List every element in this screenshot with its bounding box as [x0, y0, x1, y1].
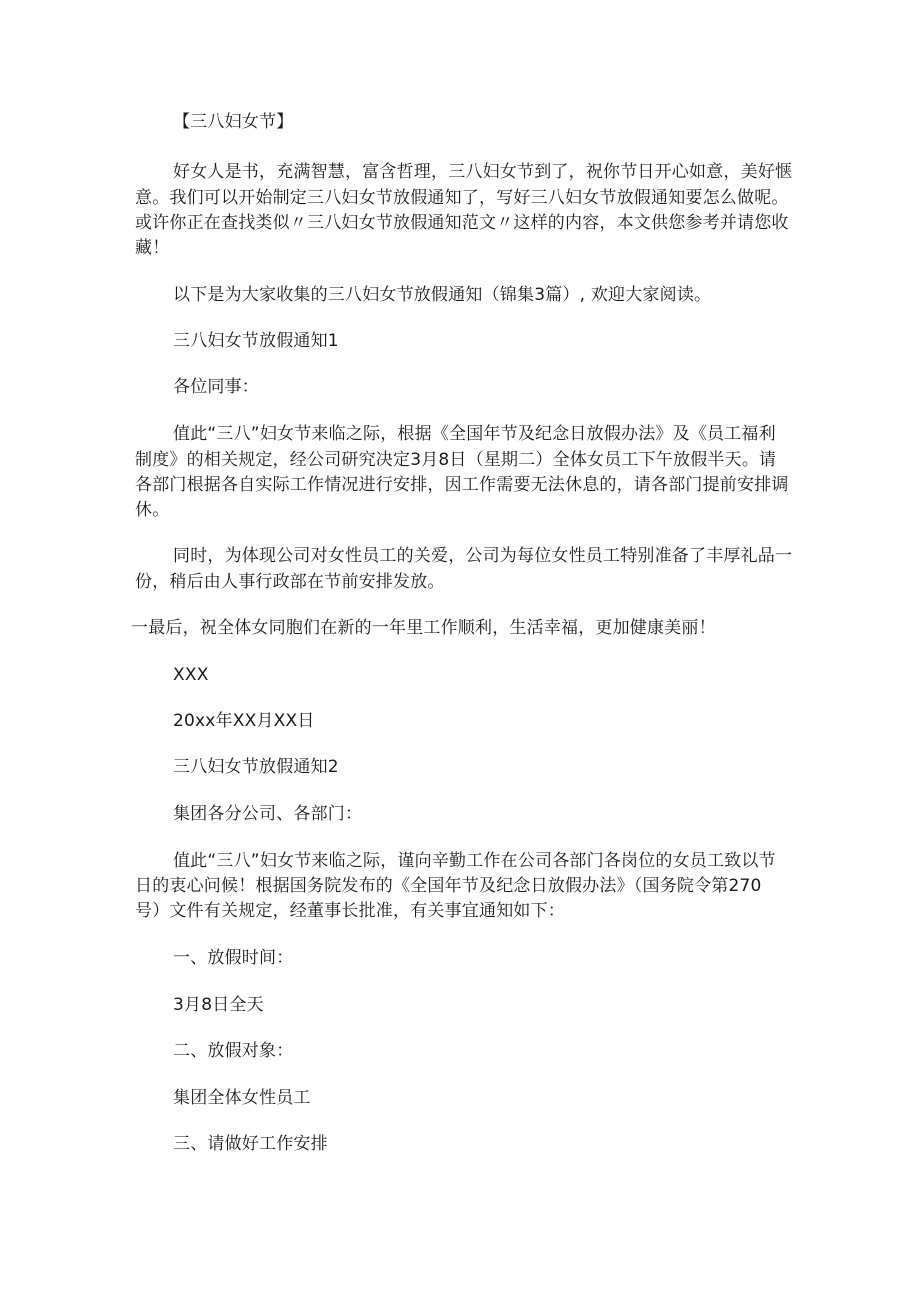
notice1-para2-line: 份，稍后由人事行政部在节前安排发放。 — [135, 572, 445, 592]
notice1-para1-line: 值此“三八”妇女节来临之际，根据《全国年节及纪念日放假办法》及《员工福利 — [173, 424, 776, 444]
notice1-closing: 一最后，祝全体女同胞们在新的一年里工作顺利，生活幸福，更加健康美丽！ — [131, 618, 716, 638]
notice2-title: 三八妇女节放假通知2 — [173, 757, 339, 777]
intro-line: 好女人是书，充满智慧，富含哲理，三八妇女节到了，祝你节日开心如意，美好惬 — [173, 162, 793, 182]
intro-line: 或许你正在查找类似〃三八妇女节放假通知范文〃这样的内容，本文供您参考并请您收 — [135, 213, 789, 233]
notice2-item1-value: 3月8日全天 — [173, 995, 264, 1015]
notice2-item3-heading: 三、请做好工作安排 — [173, 1134, 328, 1154]
notice2-salutation: 集团各分公司、各部门： — [173, 804, 363, 824]
notice1-para1-line: 各部门根据各自实际工作情况进行安排，因工作需要无法休息的，请各部门提前安排调 — [135, 475, 789, 495]
notice1-salutation: 各位同事： — [173, 377, 259, 397]
notice2-para1-line: 值此“三八”妇女节来临之际，谨向辛勤工作在公司各部门各岗位的女员工致以节 — [173, 851, 776, 871]
notice1-title: 三八妇女节放假通知1 — [173, 331, 339, 351]
document-heading: 【三八妇女节】 — [173, 112, 294, 132]
notice2-item1-heading: 一、放假时间： — [173, 948, 294, 968]
intro-line: 意。我们可以开始制定三八妇女节放假通知了，写好三八妇女节放假通知要怎么做呢。 — [135, 188, 789, 208]
notice1-para1-line: 休。 — [135, 500, 170, 520]
notice2-item2-value: 集团全体女性员工 — [173, 1088, 311, 1108]
notice1-signer: XXX — [173, 665, 209, 685]
notice1-para2-line: 同时，为体现公司对女性员工的关爱，公司为每位女性员工特别准备了丰厚礼品一 — [173, 546, 793, 566]
notice1-para1-line: 制度》的相关规定，经公司研究决定3月8日（星期二）全体女员工下午放假半天。请 — [135, 450, 777, 470]
notice2-item2-heading: 二、放假对象： — [173, 1041, 294, 1061]
intro-line: 藏！ — [135, 238, 170, 258]
notice1-date: 20xx年XX月XX日 — [173, 711, 315, 731]
notice2-para1-line: 号）文件有关规定，经董事长批准，有关事宜通知如下： — [135, 901, 565, 921]
collection-note: 以下是为大家收集的三八妇女节放假通知（锦集3篇）, 欢迎大家阅读。 — [173, 285, 712, 305]
notice2-para1-line: 日的衷心问候！根据国务院发布的《全国年节及纪念日放假办法》（国务院令第270 — [135, 876, 762, 896]
